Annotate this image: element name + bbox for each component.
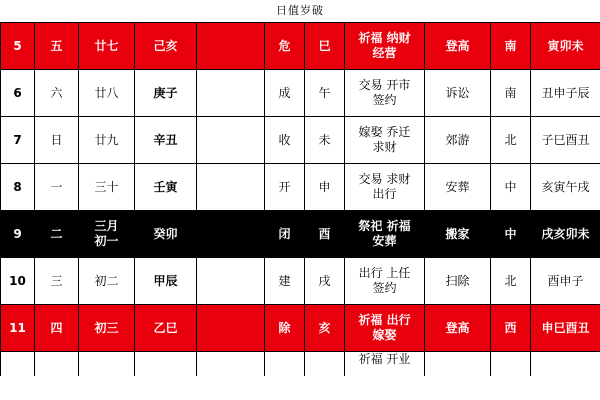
cell-clash: 申巳酉丑 bbox=[531, 305, 600, 352]
cell-dizhi: 酉 bbox=[305, 211, 345, 258]
cell-direction bbox=[491, 352, 531, 377]
cell-activity: 扫除 bbox=[425, 258, 491, 305]
cell-clash: 亥寅午戌 bbox=[531, 164, 600, 211]
cell-blank bbox=[197, 70, 265, 117]
cell-activity: 安葬 bbox=[425, 164, 491, 211]
cell-jianchu: 成 bbox=[265, 70, 305, 117]
cell-ganzhi: 辛丑 bbox=[135, 117, 197, 164]
table-row[interactable] bbox=[1, 117, 600, 164]
cell-clash: 戌亥卯未 bbox=[531, 211, 600, 258]
table-row[interactable] bbox=[1, 211, 600, 258]
cell-ganzhi: 己亥 bbox=[135, 23, 197, 70]
cell-weekday: 四 bbox=[35, 305, 79, 352]
cell-jianchu: 除 bbox=[265, 305, 305, 352]
table-row[interactable] bbox=[1, 305, 600, 352]
cell-lunar-date: 初三 bbox=[79, 305, 135, 352]
cell-lunar-date: 廿七 bbox=[79, 23, 135, 70]
cell-ganzhi: 甲辰 bbox=[135, 258, 197, 305]
cell-clash: 酉申子 bbox=[531, 258, 600, 305]
table-row[interactable] bbox=[1, 164, 600, 211]
cell-blank bbox=[197, 117, 265, 164]
cell-direction: 北 bbox=[491, 258, 531, 305]
cell-suitable: 嫁娶 乔迁 求财 bbox=[345, 117, 425, 164]
cell-suitable: 祈福 开业 bbox=[345, 352, 425, 377]
cell-dizhi: 戌 bbox=[305, 258, 345, 305]
cell-suitable: 祈福 出行 嫁娶 bbox=[345, 305, 425, 352]
cell-ganzhi bbox=[135, 352, 197, 377]
cell-suitable: 祭祀 祈福 安葬 bbox=[345, 211, 425, 258]
cell-day: 6 bbox=[1, 70, 35, 117]
cell-lunar-date bbox=[79, 352, 135, 377]
cell-direction: 北 bbox=[491, 117, 531, 164]
cell-activity bbox=[425, 352, 491, 377]
table-row[interactable] bbox=[1, 23, 600, 70]
cell-activity: 搬家 bbox=[425, 211, 491, 258]
cell-ganzhi: 乙巳 bbox=[135, 305, 197, 352]
cell-clash: 寅卯未 bbox=[531, 23, 600, 70]
cell-clash: 子巳酉丑 bbox=[531, 117, 600, 164]
cell-direction: 中 bbox=[491, 164, 531, 211]
cell-ganzhi: 癸卯 bbox=[135, 211, 197, 258]
cell-clash: 丑申子辰 bbox=[531, 70, 600, 117]
cell-jianchu: 开 bbox=[265, 164, 305, 211]
cell-dizhi: 巳 bbox=[305, 23, 345, 70]
cell-activity: 郊游 bbox=[425, 117, 491, 164]
cell-ganzhi: 庚子 bbox=[135, 70, 197, 117]
cell-clash bbox=[531, 352, 600, 377]
cell-day bbox=[1, 352, 35, 377]
cell-activity: 登高 bbox=[425, 23, 491, 70]
cell-lunar-date: 廿九 bbox=[79, 117, 135, 164]
cell-day: 7 bbox=[1, 117, 35, 164]
cell-activity: 诉讼 bbox=[425, 70, 491, 117]
cell-direction: 中 bbox=[491, 211, 531, 258]
cell-activity: 登高 bbox=[425, 305, 491, 352]
table-row[interactable] bbox=[1, 70, 600, 117]
cell-suitable: 祈福 纳财 经营 bbox=[345, 23, 425, 70]
cell-jianchu bbox=[265, 352, 305, 377]
cell-jianchu: 建 bbox=[265, 258, 305, 305]
cell-weekday: 三 bbox=[35, 258, 79, 305]
almanac-table-body bbox=[1, 23, 600, 377]
cell-blank bbox=[197, 352, 265, 377]
cell-day: 5 bbox=[1, 23, 35, 70]
cell-weekday: 二 bbox=[35, 211, 79, 258]
cell-lunar-date: 三月 初一 bbox=[79, 211, 135, 258]
cell-day: 9 bbox=[1, 211, 35, 258]
cell-lunar-date: 初二 bbox=[79, 258, 135, 305]
cell-ganzhi: 壬寅 bbox=[135, 164, 197, 211]
cell-day: 10 bbox=[1, 258, 35, 305]
cell-jianchu: 危 bbox=[265, 23, 305, 70]
cell-weekday: 五 bbox=[35, 23, 79, 70]
cell-dizhi bbox=[305, 352, 345, 377]
cell-direction: 南 bbox=[491, 70, 531, 117]
cell-dizhi: 未 bbox=[305, 117, 345, 164]
cell-dizhi: 亥 bbox=[305, 305, 345, 352]
cell-suitable: 交易 求财 出行 bbox=[345, 164, 425, 211]
cell-jianchu: 闭 bbox=[265, 211, 305, 258]
cell-blank bbox=[197, 305, 265, 352]
sheet-caption: 日值岁破 bbox=[276, 4, 324, 17]
cell-weekday: 六 bbox=[35, 70, 79, 117]
cell-day: 8 bbox=[1, 164, 35, 211]
cell-suitable: 交易 开市 签约 bbox=[345, 70, 425, 117]
cell-blank bbox=[197, 211, 265, 258]
cell-blank bbox=[197, 164, 265, 211]
cell-lunar-date: 三十 bbox=[79, 164, 135, 211]
table-row[interactable] bbox=[1, 258, 600, 305]
cell-suitable: 出行 上任 签约 bbox=[345, 258, 425, 305]
cell-blank bbox=[197, 258, 265, 305]
cell-weekday: 日 bbox=[35, 117, 79, 164]
cell-direction: 南 bbox=[491, 23, 531, 70]
cell-lunar-date: 廿八 bbox=[79, 70, 135, 117]
cell-day: 11 bbox=[1, 305, 35, 352]
cell-blank bbox=[197, 23, 265, 70]
table-row[interactable] bbox=[1, 352, 600, 377]
cell-weekday: 一 bbox=[35, 164, 79, 211]
almanac-table bbox=[0, 22, 600, 376]
cell-dizhi: 申 bbox=[305, 164, 345, 211]
cell-dizhi: 午 bbox=[305, 70, 345, 117]
cell-jianchu: 收 bbox=[265, 117, 305, 164]
cell-direction: 西 bbox=[491, 305, 531, 352]
cell-weekday bbox=[35, 352, 79, 377]
